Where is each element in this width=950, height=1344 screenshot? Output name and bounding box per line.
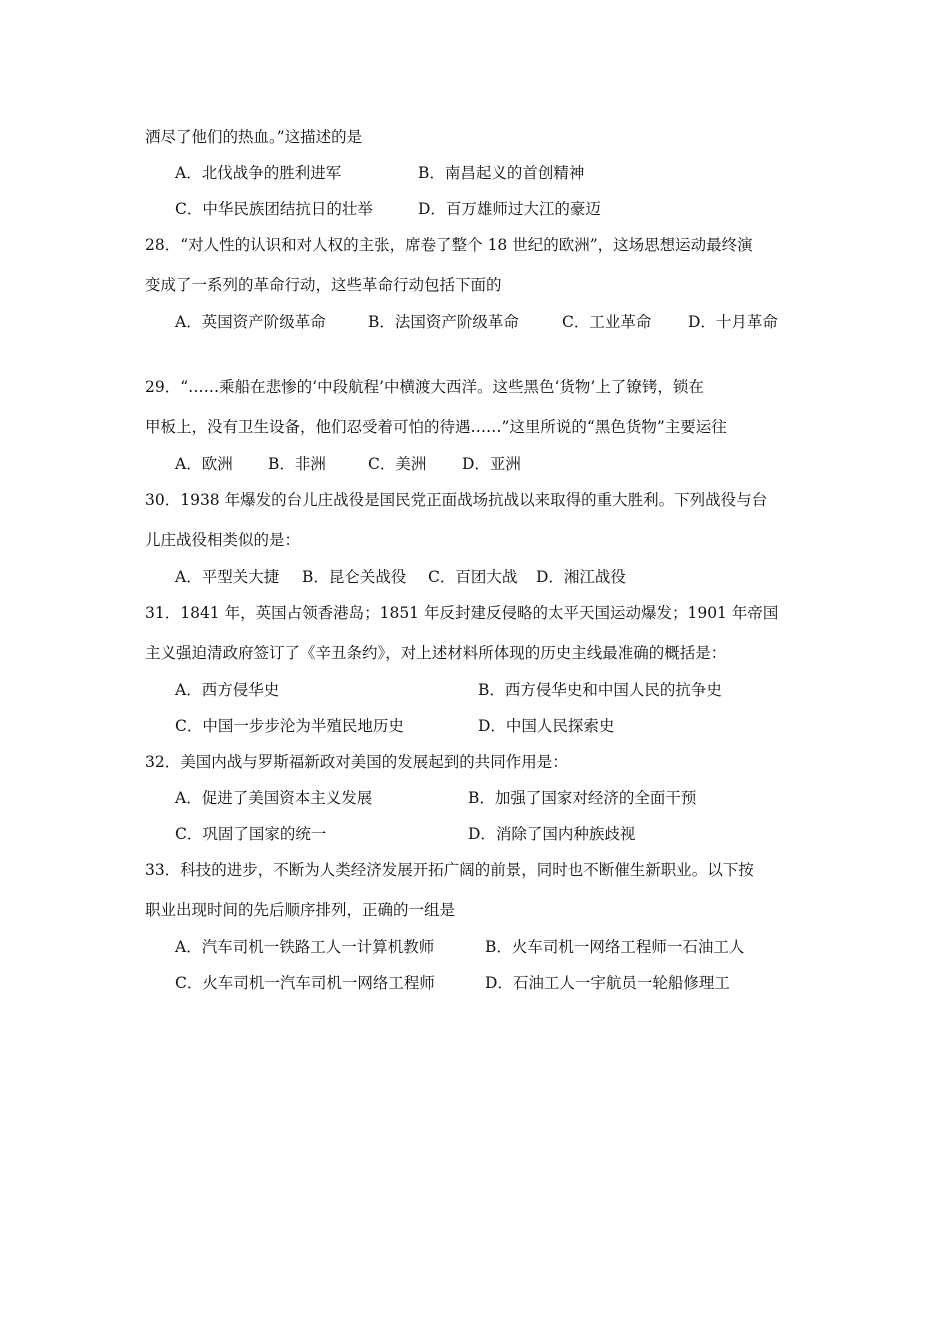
q28-option-a: A．英国资产阶级革命 — [175, 313, 326, 331]
q27-option-b: B．南昌起义的首创精神 — [418, 164, 585, 182]
q27-option-d: D．百万雄师过大江的豪迈 — [418, 200, 601, 218]
q30-option-c: C．百团大战 — [428, 568, 518, 586]
q29-stem-line1: 29．“……乘船在悲惨的‘中段航程’中横渡大西洋。这些黑色‘货物’上了镣铐，锁在 — [145, 378, 704, 396]
q31-option-c: C．中国一步步沦为半殖民地历史 — [175, 717, 404, 735]
q28-stem-line1: 28．“对人性的认识和对人权的主张，席卷了整个 18 世纪的欧洲”，这场思想运动最终演 — [145, 236, 753, 254]
q33-option-c: C．火车司机一汽车司机一网络工程师 — [175, 974, 435, 992]
q28-option-d: D．十月革命 — [688, 313, 778, 331]
q31-stem-line2: 主义强迫清政府签订了《辛丑条约》，对上述材料所体现的历史主线最准确的概括是： — [145, 644, 727, 662]
q30-stem-line1: 30．1938 年爆发的台儿庄战役是国民党正面战场抗战以来取得的重大胜利。下列战役与台 — [145, 491, 768, 509]
q32-option-b: B．加强了国家对经济的全面干预 — [468, 789, 697, 807]
q32-option-c: C．巩固了国家的统一 — [175, 825, 327, 843]
q33-option-a: A．汽车司机一铁路工人一计算机教师 — [175, 938, 435, 956]
q29-option-d: D．亚洲 — [462, 455, 521, 473]
q29-option-b: B．非洲 — [268, 455, 326, 473]
q29-option-c: C．美洲 — [368, 455, 427, 473]
q27-option-a: A．北伐战争的胜利进军 — [175, 164, 342, 182]
q32-option-d: D．消除了国内种族歧视 — [468, 825, 636, 843]
q30-stem-line2: 儿庄战役相类似的是： — [145, 531, 301, 549]
q30-option-a: A．平型关大捷 — [175, 568, 280, 586]
q31-option-a: A．西方侵华史 — [175, 681, 280, 699]
q28-option-b: B．法国资产阶级革命 — [368, 313, 519, 331]
q28-stem-line2: 变成了一系列的革命行动，这些革命行动包括下面的 — [145, 276, 502, 294]
q27-option-c: C．中华民族团结抗日的壮举 — [175, 200, 373, 218]
q33-stem-line1: 33．科技的进步，不断为人类经济发展开拓广阔的前景，同时也不断催生新职业。以下按 — [145, 861, 754, 879]
q30-option-b: B．昆仑关战役 — [302, 568, 407, 586]
q30-option-d: D．湘江战役 — [536, 568, 626, 586]
q29-option-a: A．欧洲 — [175, 455, 233, 473]
q32-option-a: A．促进了美国资本主义发展 — [175, 789, 373, 807]
q31-option-b: B．西方侵华史和中国人民的抗争史 — [478, 681, 722, 699]
q29-stem-line2: 甲板上，没有卫生设备，他们忍受着可怕的待遇……”这里所说的“黑色货物”主要运往 — [145, 418, 727, 436]
q27-stem-tail: 洒尽了他们的热血。”这描述的是 — [145, 128, 363, 146]
q33-stem-line2: 职业出现时间的先后顺序排列，正确的一组是 — [145, 901, 456, 919]
q32-stem-line1: 32．美国内战与罗斯福新政对美国的发展起到的共同作用是： — [145, 753, 568, 771]
q28-option-c: C．工业革命 — [562, 313, 652, 331]
q33-option-b: B．火车司机一网络工程师一石油工人 — [485, 938, 745, 956]
q33-option-d: D．石油工人一宇航员一轮船修理工 — [485, 974, 730, 992]
q31-option-d: D．中国人民探索史 — [478, 717, 615, 735]
q31-stem-line1: 31．1841 年，英国占领香港岛；1851 年反封建反侵略的太平天国运动爆发；1901 年帝国 — [145, 604, 779, 622]
